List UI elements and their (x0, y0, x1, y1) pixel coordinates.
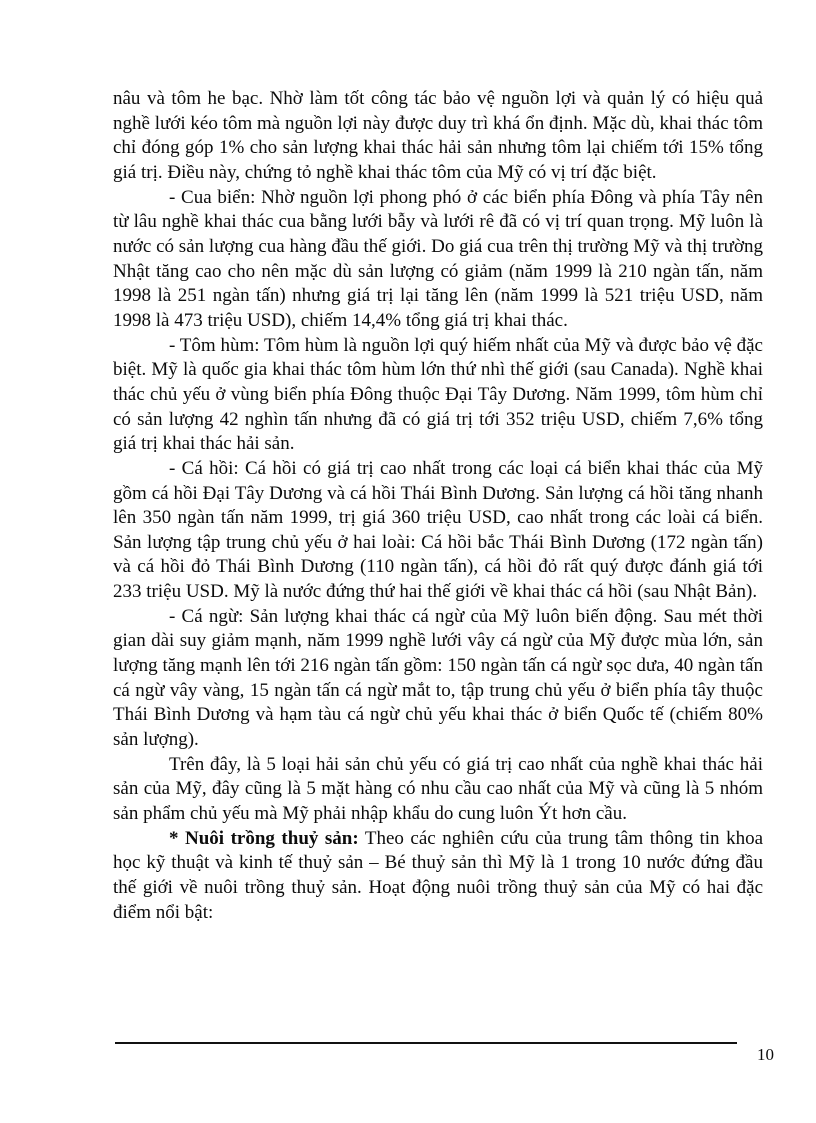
paragraph-aquaculture (113, 827, 763, 926)
page-number: 10 (757, 1045, 774, 1064)
text-block (113, 87, 763, 925)
paragraph-tuna: - Cá ngừ: Sản lượng khai thác cá ngừ của Mỹ luôn biến động. Sau mét thời gian dài suy giảm mạnh, năm 1999 nghề lưới vây cá ngừ của Mỹ được mùa lớn, sản lượng tăng mạnh lên tới 216 ngàn tấn gồm: 150 ngàn tấn cá ngừ sọc dưa, 40 ngàn tấn cá ngừ vây vàng, 15 ngàn tấn cá ngừ mắt to, tập trung chủ yếu ở biển phía tây thuộc Thái Bình Dương và hạm tàu cá ngừ chủ yếu khai thác ở biển Quốc tế (chiếm 80% sản lượng). (113, 605, 763, 751)
paragraph-salmon: - Cá hồi: Cá hồi có giá trị cao nhất trong các loại cá biển khai thác của Mỹ gồm cá hồi Đại Tây Dương và cá hồi Thái Bình Dương. Sản lượng cá hồi tăng nhanh lên 350 ngàn tấn năm 1999, trị giá 360 triệu USD, cao nhất trong các loài cá biển. Sản lượng tập trung chủ yếu ở hai loài: Cá hồi bắc Thái Bình Dương (172 ngàn tấn) và cá hồi đỏ Thái Bình Dương (110 ngàn tấn), cá hồi đỏ rất quý được đánh giá tới 233 triệu USD. Mỹ là nước đứng thứ hai thế giới về khai thác cá hồi (sau Nhật Bản). (113, 457, 763, 603)
paragraph-shrimp-continuation: nâu và tôm he bạc. Nhờ làm tốt công tác bảo vệ nguồn lợi và quản lý có hiệu quả nghề lưới kéo tôm mà nguồn lợi này được duy trì khá ổn định. Mặc dù, khai thác tôm chỉ đóng góp 1% cho sản lượng khai thác hải sản nhưng tôm lại chiếm tới 15% tổng giá trị. Điều này, chứng tỏ nghề khai thác tôm của Mỹ có vị trí đặc biệt. (113, 88, 763, 183)
paragraph-lobster: - Tôm hùm: Tôm hùm là nguồn lợi quý hiếm nhất của Mỹ và được bảo vệ đặc biệt. Mỹ là quốc gia khai thác tôm hùm lớn thứ nhì thế giới (sau Canada). Nghề khai thác chủ yếu ở vùng biển phía Đông thuộc Đại Tây Dương. Năm 1999, tôm hùm chỉ có sản lượng 42 nghìn tấn nhưng đã có giá trị tới 352 triệu USD, chiếm 7,6% tổng giá trị khai thác hải sản. (113, 334, 763, 455)
paragraph-summary: Trên đây, là 5 loại hải sản chủ yếu có giá trị cao nhất của nghề khai thác hải sản của Mỹ, đây cũng là 5 mặt hàng có nhu cầu cao nhất của Mỹ và cũng là 5 nhóm sản phẩm chủ yếu mà Mỹ phải nhập khẩu do cung luôn Ýt hơn cầu. (113, 753, 763, 825)
aquaculture-heading: * Nuôi trồng thuỷ sản: (169, 827, 359, 849)
paragraph-sea-crab: - Cua biển: Nhờ nguồn lợi phong phó ở các biển phía Đông và phía Tây nên từ lâu nghề khai thác cua bằng lưới bẫy và lưới rê đã có vị trí quan trọng. Mỹ luôn là nước có sản lượng cua hàng đầu thế giới. Do giá cua trên thị trường Mỹ và thị trường Nhật tăng cao cho nên mặc dù sản lượng có giảm (năm 1999 là 210 ngàn tấn, năm 1998 là 251 ngàn tấn) nhưng giá trị lại tăng lên (năm 1999 là 521 triệu USD, năm 1998 là 473 triệu USD), chiếm 14,4% tổng giá trị khai thác. (113, 186, 763, 331)
aquaculture-body: Theo các nghiên cứu của trung tâm thông tin khoa học kỹ thuật và kinh tế thuỷ sản – Bé thuỷ sản thì Mỹ là 1 trong 10 nước đứng đầu thế giới về nuôi trồng thuỷ sản. Hoạt động nuôi trồng thuỷ sản của Mỹ có hai đặc điểm nổi bật: (113, 827, 763, 923)
footer-divider (115, 1042, 737, 1044)
